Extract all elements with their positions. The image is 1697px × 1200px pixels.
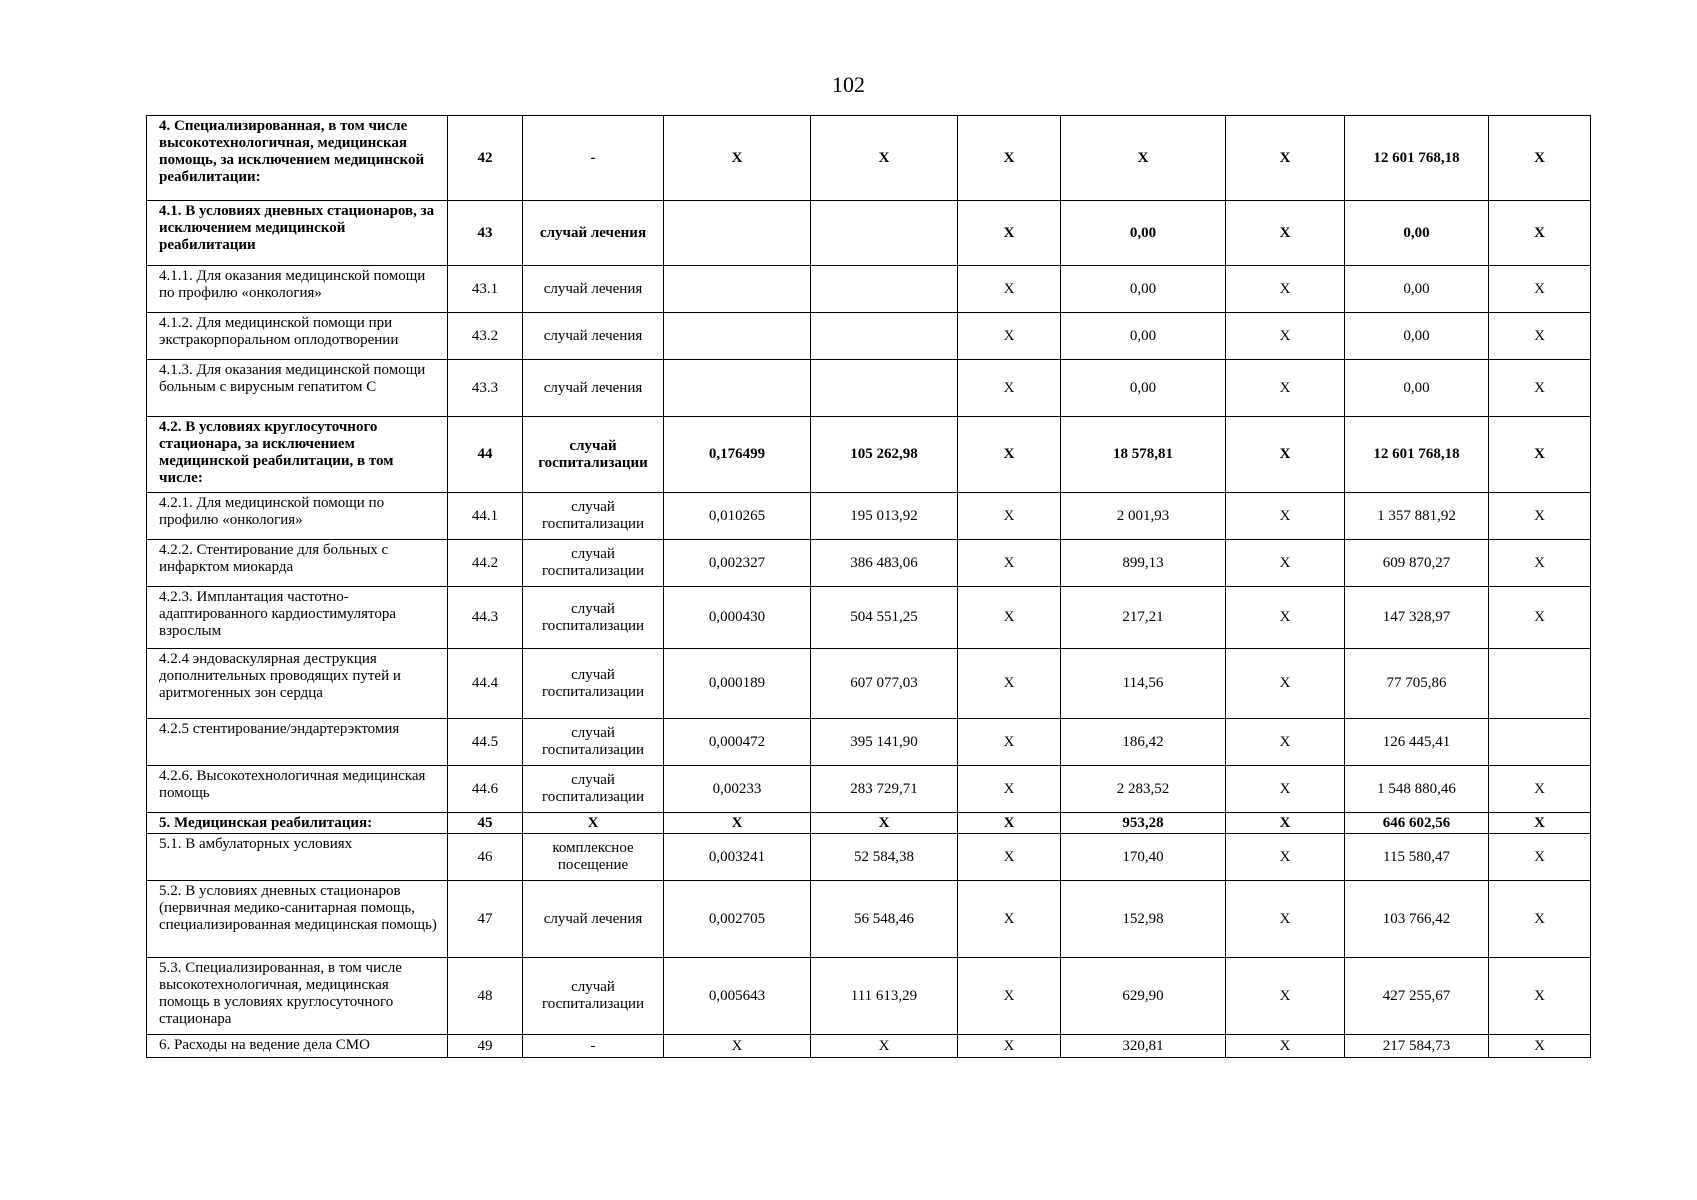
row-name: 4.2.2. Стентирование для больных с инфарктом миокарда — [147, 540, 448, 587]
row-x1: X — [958, 360, 1061, 417]
table-body — [147, 116, 1591, 1058]
row-per-capita: 0,00 — [1061, 201, 1226, 266]
row-name: 5.1. В амбулаторных условиях — [147, 834, 448, 881]
table-row — [147, 1035, 1591, 1058]
row-x1: X — [958, 719, 1061, 766]
row-total: 126 445,41 — [1345, 719, 1489, 766]
row-rate: 0,000472 — [664, 719, 811, 766]
row-total: 1 357 881,92 — [1345, 493, 1489, 540]
row-x3: X — [1489, 116, 1591, 201]
row-x1: X — [958, 649, 1061, 719]
row-name: 4.1.3. Для оказания медицинской помощи больным с вирусным гепатитом С — [147, 360, 448, 417]
row-rate: 0,003241 — [664, 834, 811, 881]
row-total: 217 584,73 — [1345, 1035, 1489, 1058]
row-name: 4.2.1. Для медицинской помощи по профилю «онкология» — [147, 493, 448, 540]
table-row — [147, 266, 1591, 313]
row-code: 44.2 — [448, 540, 523, 587]
row-unit: X — [523, 813, 664, 834]
row-x3: X — [1489, 1035, 1591, 1058]
row-per-capita: 899,13 — [1061, 540, 1226, 587]
row-cost: X — [811, 1035, 958, 1058]
row-name: 4.1.2. Для медицинской помощи при экстракорпоральном оплодотворении — [147, 313, 448, 360]
row-total: 0,00 — [1345, 360, 1489, 417]
row-x3: X — [1489, 493, 1591, 540]
row-x2: X — [1226, 649, 1345, 719]
row-unit: случай госпитализации — [523, 958, 664, 1035]
row-per-capita: 152,98 — [1061, 881, 1226, 958]
row-name: 6. Расходы на ведение дела СМО — [147, 1035, 448, 1058]
row-x3: X — [1489, 540, 1591, 587]
row-rate: 0,005643 — [664, 958, 811, 1035]
table-row — [147, 493, 1591, 540]
row-code: 43 — [448, 201, 523, 266]
row-cost: 56 548,46 — [811, 881, 958, 958]
row-rate: 0,000189 — [664, 649, 811, 719]
row-x3: X — [1489, 266, 1591, 313]
row-x3: X — [1489, 958, 1591, 1035]
row-cost — [811, 266, 958, 313]
row-code: 42 — [448, 116, 523, 201]
row-per-capita: 629,90 — [1061, 958, 1226, 1035]
row-cost — [811, 360, 958, 417]
row-x3: X — [1489, 834, 1591, 881]
row-code: 43.2 — [448, 313, 523, 360]
row-unit: случай лечения — [523, 266, 664, 313]
table-row — [147, 834, 1591, 881]
row-code: 44 — [448, 417, 523, 493]
row-per-capita: 170,40 — [1061, 834, 1226, 881]
row-unit: случай госпитализации — [523, 417, 664, 493]
row-cost: X — [811, 813, 958, 834]
table-row — [147, 540, 1591, 587]
row-per-capita: 0,00 — [1061, 313, 1226, 360]
table-row — [147, 360, 1591, 417]
row-x2: X — [1226, 587, 1345, 649]
row-per-capita: 0,00 — [1061, 266, 1226, 313]
row-cost: 105 262,98 — [811, 417, 958, 493]
row-cost — [811, 201, 958, 266]
row-cost: 504 551,25 — [811, 587, 958, 649]
row-name: 4.2.6. Высокотехнологичная медицинская помощь — [147, 766, 448, 813]
table-row — [147, 313, 1591, 360]
row-x3: X — [1489, 881, 1591, 958]
row-x2: X — [1226, 1035, 1345, 1058]
row-x2: X — [1226, 266, 1345, 313]
row-total: 0,00 — [1345, 266, 1489, 313]
row-x1: X — [958, 813, 1061, 834]
row-rate: 0,176499 — [664, 417, 811, 493]
row-rate: X — [664, 1035, 811, 1058]
row-cost: 607 077,03 — [811, 649, 958, 719]
row-rate — [664, 313, 811, 360]
row-name: 4.2.3. Имплантация частотно-адаптированного кардиостимулятора взрослым — [147, 587, 448, 649]
row-name: 4.1.1. Для оказания медицинской помощи по профилю «онкология» — [147, 266, 448, 313]
row-code: 44.3 — [448, 587, 523, 649]
row-total: 0,00 — [1345, 201, 1489, 266]
row-unit: - — [523, 116, 664, 201]
row-name: 4.2. В условиях круглосуточного стационара, за исключением медицинской реабилитации, в том числе: — [147, 417, 448, 493]
row-x2: X — [1226, 719, 1345, 766]
table-row — [147, 417, 1591, 493]
table-row — [147, 813, 1591, 834]
row-x3: X — [1489, 417, 1591, 493]
row-x1: X — [958, 958, 1061, 1035]
row-x2: X — [1226, 360, 1345, 417]
row-total: 115 580,47 — [1345, 834, 1489, 881]
row-per-capita: 320,81 — [1061, 1035, 1226, 1058]
row-cost: 195 013,92 — [811, 493, 958, 540]
row-x1: X — [958, 493, 1061, 540]
row-cost: 283 729,71 — [811, 766, 958, 813]
row-x1: X — [958, 881, 1061, 958]
row-per-capita: 18 578,81 — [1061, 417, 1226, 493]
row-x1: X — [958, 116, 1061, 201]
row-name: 4. Специализированная, в том числе высокотехнологичная, медицинская помощь, за исключением медицинской реабилитации: — [147, 116, 448, 201]
row-total: 1 548 880,46 — [1345, 766, 1489, 813]
row-x1: X — [958, 540, 1061, 587]
row-code: 43.1 — [448, 266, 523, 313]
row-total: 77 705,86 — [1345, 649, 1489, 719]
row-rate — [664, 266, 811, 313]
table-row — [147, 766, 1591, 813]
row-total: 12 601 768,18 — [1345, 417, 1489, 493]
row-x2: X — [1226, 813, 1345, 834]
row-code: 48 — [448, 958, 523, 1035]
row-name: 4.2.4 эндоваскулярная деструкция дополнительных проводящих путей и аритмогенных зон сердца — [147, 649, 448, 719]
row-code: 45 — [448, 813, 523, 834]
row-total: 103 766,42 — [1345, 881, 1489, 958]
table-row — [147, 719, 1591, 766]
row-rate: 0,010265 — [664, 493, 811, 540]
row-cost: 52 584,38 — [811, 834, 958, 881]
row-name: 4.1. В условиях дневных стационаров, за исключением медицинской реабилитации — [147, 201, 448, 266]
row-per-capita: 2 283,52 — [1061, 766, 1226, 813]
financing-table — [146, 115, 1591, 1058]
row-name: 4.2.5 стентирование/эндартерэктомия — [147, 719, 448, 766]
row-total: 609 870,27 — [1345, 540, 1489, 587]
row-unit: случай лечения — [523, 360, 664, 417]
row-x3: X — [1489, 766, 1591, 813]
table-row — [147, 958, 1591, 1035]
row-x1: X — [958, 766, 1061, 813]
row-unit: случай лечения — [523, 201, 664, 266]
row-unit: случай госпитализации — [523, 493, 664, 540]
row-code: 43.3 — [448, 360, 523, 417]
row-total: 427 255,67 — [1345, 958, 1489, 1035]
row-code: 44.5 — [448, 719, 523, 766]
row-x2: X — [1226, 834, 1345, 881]
row-x2: X — [1226, 493, 1345, 540]
row-code: 44.4 — [448, 649, 523, 719]
row-unit: случай лечения — [523, 313, 664, 360]
page-number: 102 — [832, 72, 865, 97]
table-row — [147, 201, 1591, 266]
row-x1: X — [958, 417, 1061, 493]
row-rate: 0,00233 — [664, 766, 811, 813]
row-x1: X — [958, 201, 1061, 266]
row-unit: случай госпитализации — [523, 587, 664, 649]
row-x2: X — [1226, 766, 1345, 813]
row-x3: X — [1489, 587, 1591, 649]
row-per-capita: X — [1061, 116, 1226, 201]
row-rate — [664, 201, 811, 266]
row-code: 47 — [448, 881, 523, 958]
row-x2: X — [1226, 540, 1345, 587]
row-rate: 0,000430 — [664, 587, 811, 649]
row-total: 646 602,56 — [1345, 813, 1489, 834]
row-total: 147 328,97 — [1345, 587, 1489, 649]
row-unit: - — [523, 1035, 664, 1058]
row-x3: X — [1489, 813, 1591, 834]
row-per-capita: 0,00 — [1061, 360, 1226, 417]
row-rate — [664, 360, 811, 417]
row-x3 — [1489, 649, 1591, 719]
row-cost: X — [811, 116, 958, 201]
row-unit: случай госпитализации — [523, 766, 664, 813]
row-unit: комплексное посещение — [523, 834, 664, 881]
row-x1: X — [958, 834, 1061, 881]
row-rate: X — [664, 116, 811, 201]
row-name: 5.2. В условиях дневных стационаров (первичная медико-санитарная помощь, специализированная медицинская помощь) — [147, 881, 448, 958]
row-rate: 0,002705 — [664, 881, 811, 958]
row-x1: X — [958, 266, 1061, 313]
row-per-capita: 2 001,93 — [1061, 493, 1226, 540]
row-code: 49 — [448, 1035, 523, 1058]
row-unit: случай госпитализации — [523, 540, 664, 587]
row-x3: X — [1489, 201, 1591, 266]
row-x3: X — [1489, 360, 1591, 417]
row-x3 — [1489, 719, 1591, 766]
row-name: 5. Медицинская реабилитация: — [147, 813, 448, 834]
row-cost: 386 483,06 — [811, 540, 958, 587]
row-x1: X — [958, 1035, 1061, 1058]
row-x2: X — [1226, 958, 1345, 1035]
row-rate: X — [664, 813, 811, 834]
table-row — [147, 116, 1591, 201]
row-per-capita: 114,56 — [1061, 649, 1226, 719]
row-code: 44.1 — [448, 493, 523, 540]
row-x2: X — [1226, 201, 1345, 266]
row-name: 5.3. Специализированная, в том числе высокотехнологичная, медицинская помощь в условиях круглосуточного стационара — [147, 958, 448, 1035]
row-cost — [811, 313, 958, 360]
row-x1: X — [958, 313, 1061, 360]
table-row — [147, 649, 1591, 719]
row-per-capita: 186,42 — [1061, 719, 1226, 766]
table-row — [147, 587, 1591, 649]
row-unit: случай госпитализации — [523, 649, 664, 719]
row-cost: 395 141,90 — [811, 719, 958, 766]
row-per-capita: 953,28 — [1061, 813, 1226, 834]
row-x3: X — [1489, 313, 1591, 360]
row-unit: случай лечения — [523, 881, 664, 958]
row-x2: X — [1226, 116, 1345, 201]
row-x1: X — [958, 587, 1061, 649]
row-cost: 111 613,29 — [811, 958, 958, 1035]
row-x2: X — [1226, 881, 1345, 958]
table-row — [147, 881, 1591, 958]
row-total: 0,00 — [1345, 313, 1489, 360]
row-unit: случай госпитализации — [523, 719, 664, 766]
row-code: 44.6 — [448, 766, 523, 813]
row-per-capita: 217,21 — [1061, 587, 1226, 649]
row-x2: X — [1226, 313, 1345, 360]
row-code: 46 — [448, 834, 523, 881]
row-x2: X — [1226, 417, 1345, 493]
row-rate: 0,002327 — [664, 540, 811, 587]
row-total: 12 601 768,18 — [1345, 116, 1489, 201]
